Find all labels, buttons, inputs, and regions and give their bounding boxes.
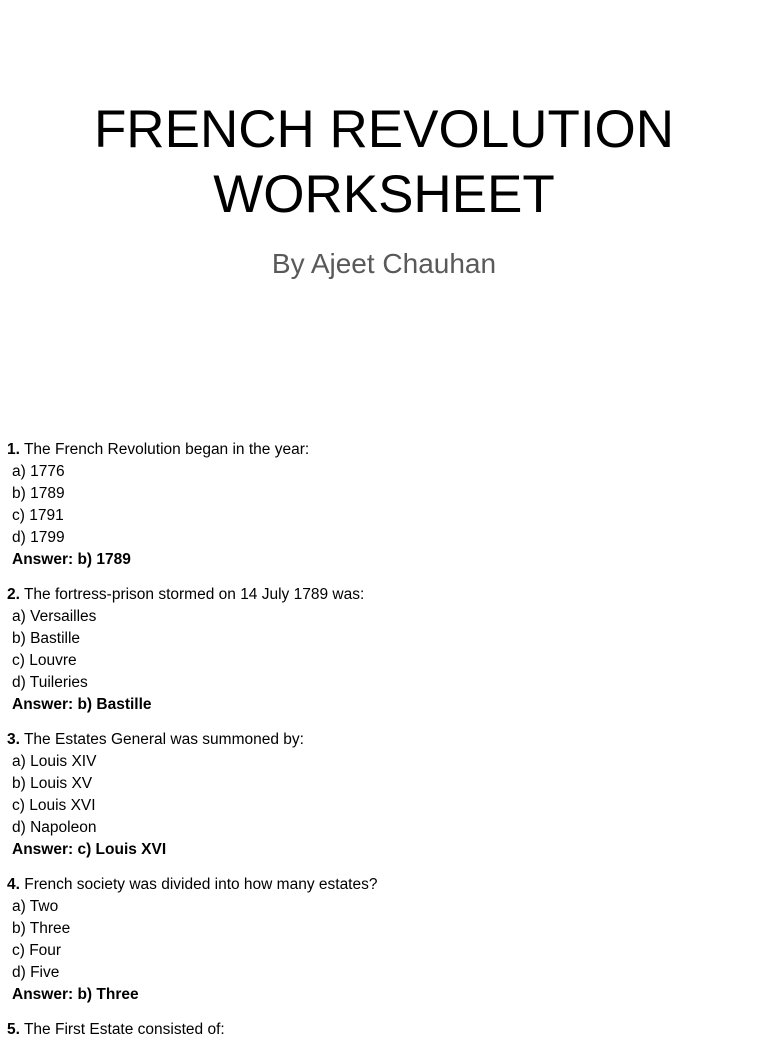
option-a: a) Two: [12, 898, 59, 915]
question-list: [7, 439, 747, 1054]
question-1: [7, 439, 747, 571]
option-c: c) Four: [12, 942, 62, 959]
author-byline: By Ajeet Chauhan: [271, 248, 497, 279]
option-d: d) 1799: [12, 529, 65, 546]
question-text: The First Estate consisted of:: [23, 1021, 225, 1038]
option-c: c) Louvre: [12, 652, 77, 669]
title-line-2: WORKSHEET: [213, 165, 555, 224]
answer-line: Answer: b) Three: [12, 986, 139, 1003]
question-number: 4.: [7, 876, 20, 893]
question-number: 2.: [7, 586, 20, 603]
option-a: a) Louis XIV: [12, 753, 97, 770]
question-text: The French Revolution began in the year:: [23, 441, 310, 458]
option-d: d) Tuileries: [12, 674, 88, 691]
answer-line: Answer: b) Bastille: [12, 696, 152, 713]
question-number: 5.: [7, 1021, 20, 1038]
answer-line: Answer: c) Louis XVI: [12, 841, 167, 858]
question-number: 1.: [7, 441, 20, 458]
question-4: [7, 874, 747, 1006]
question-text: The Estates General was summoned by:: [23, 731, 304, 748]
document-title: [0, 97, 768, 227]
option-a: a) Versailles: [12, 608, 97, 625]
question-5: [7, 1019, 747, 1041]
question-text: French society was divided into how many estates?: [24, 876, 378, 893]
option-b: b) 1789: [12, 485, 65, 502]
option-c: c) 1791: [12, 507, 64, 524]
option-b: b) Three: [12, 920, 71, 937]
option-b: b) Louis XV: [12, 775, 93, 792]
option-d: d) Napoleon: [12, 819, 97, 836]
title-line-1: FRENCH REVOLUTION: [93, 100, 675, 159]
question-2: [7, 584, 747, 716]
question-3: [7, 729, 747, 861]
option-a: a) 1776: [12, 463, 65, 480]
question-number: 3.: [7, 731, 20, 748]
question-text: The fortress-prison stormed on 14 July 1789 was:: [23, 586, 365, 603]
option-b: b) Bastille: [12, 630, 81, 647]
answer-line: Answer: b) 1789: [12, 551, 131, 568]
option-d: d) Five: [12, 964, 60, 981]
option-c: c) Louis XVI: [12, 797, 96, 814]
